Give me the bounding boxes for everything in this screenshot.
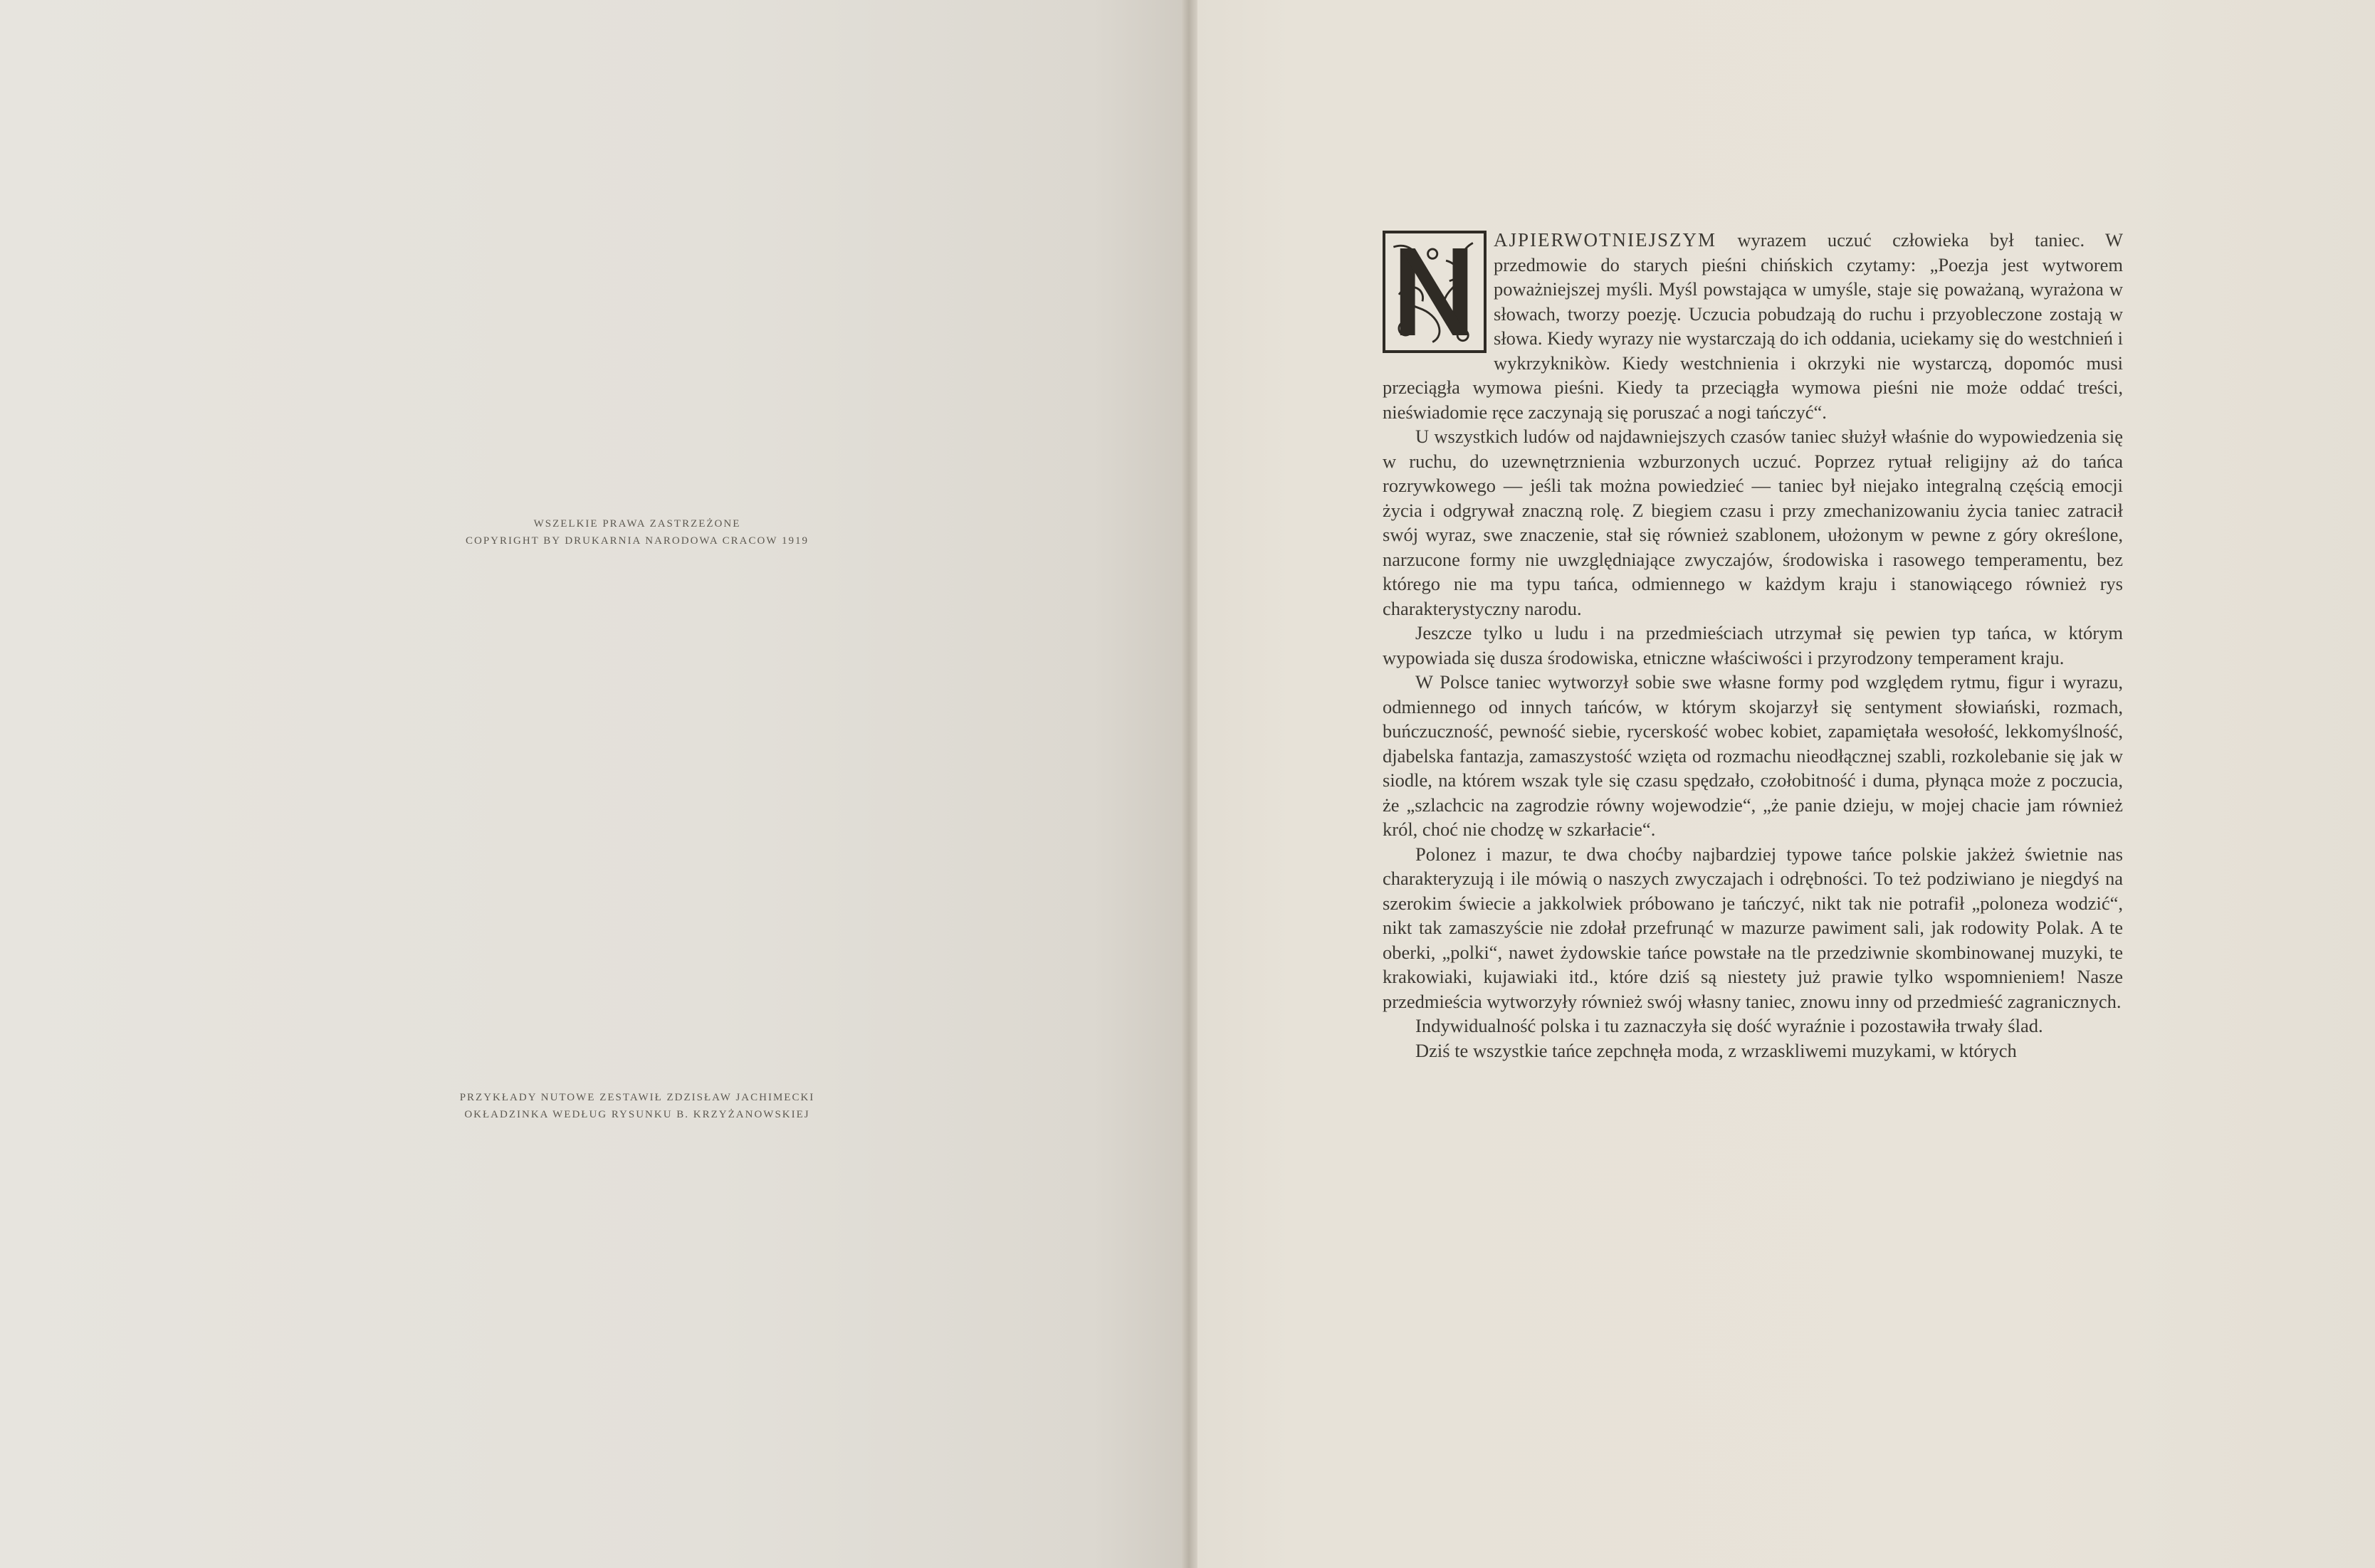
paragraph-5: Polonez i mazur, te dwa choćby najbardziej typowe tańce polskie jakżeż świetnie nas charakteryzują i ile mówią o naszych zwyczajach i odrębności. To też podziwiano je niegdyś na szerokim świecie a jakkolwiek próbowano je tańczyć, nikt tak nie potrafił „poloneza wodzić“, nikt tak zamaszyście nie zdołał przefrunąć w mazurze pawiment sali, jak rodowity Polak. A te oberki, „polki“, nawet żydowskie tańce powstałe na tle przedziwnie skombinowanej muzyki, te krakowiaki, kujawiaki itd., które dziś są niestety już prawie tylko wspomnieniem! Nasze przedmieścia wytworzyły również swój własny taniec, znowu inny od przedmieść zagranicznych. <box>1383 843 2123 1012</box>
music-examples-credit: PRZYKŁADY NUTOWE ZESTAWIŁ ZDZISŁAW JACHIMECKI <box>459 1092 815 1103</box>
paragraph-2: U wszystkich ludów od najdawniejszych czasów taniec służył właśnie do wypowiedzenia się w ruchu, do uzewnętrznienia wzburzonych uczuć. Poprzez rytuał religijny aż do tańca rozrywkowego — jeśli tak można powiedzieć — taniec był niejako integralną częścią emocji życia i odgrywał znaczną rolę. Z biegiem czasu i przy zmechanizowaniu życia taniec zatracił swój wyraz, swe znaczenie, stał się również szablonem, ułożonym w pewne z góry określone, narzucone formy nie uwzględniające zwyczajów, środowiska i rasowego temperamentu, bez którego nie ma typu tańca, odmiennego w każdym kraju i stanowiącego również rys charakterystyczny narodu. <box>1383 426 2123 619</box>
rights-reserved-line: WSZELKIE PRAWA ZASTRZEŻONE <box>533 518 741 530</box>
paragraph-3: Jeszcze tylko u ludu i na przedmieściach utrzymał się pewien typ tańca, w którym wypowiada się dusza środowiska, etniczne właściwości i przyrodzony temperament kraju. <box>1383 622 2123 668</box>
copyright-line: COPYRIGHT BY DRUKARNIA NARODOWA CRACOW 1919 <box>465 535 809 547</box>
body-text <box>1383 228 2123 1063</box>
book-gutter <box>1182 0 1197 1568</box>
paragraph-6: Indywidualność polska i tu zaznaczyła się dość wyraźnie i pozostawiła trwały ślad. <box>1415 1015 2043 1036</box>
paragraph-4: W Polsce taniec wytworzył sobie swe własne formy pod względem rytmu, figur i wyrazu, odmiennego od innych tańców, w którym skojarzył się sentyment słowiański, rozmach, buńczuczność, pewność siebie, rycerskość wobec kobiet, zapamiętała wesołość, lekkomyślność, djabelska fantazja, zamaszystość wzięta od rozmachu nieodłącznej szabli, rozkolebanie się jak w siodle, na którem wszak tyle się czasu spędzało, czołobitność i duma, płynąca może z poczucia, że „szlachcic na zagrodzie równy wojewodzie“, „że panie dzieju, w mojej chacie jam również król, choć nie chodzę w szkarłacie“. <box>1383 671 2123 840</box>
decorated-initial-n <box>1383 231 1487 353</box>
opening-text: wyrazem uczuć człowieka był taniec. W przedmowie do starych pieśni chińskich czytamy: „Poezja jest wytworem poważniejszej myśli. Myśl powstająca w umyśle, staje się poważaną, wyrażona w słowach, tworzy poezję. Uczucia pobudzają do ruchu i przyobleczone zostają w słowa. Kiedy wyrazy nie wystarczają do ich oddania, uciekamy się do westchnień i wykrzyknikòw. Kiedy westchnienia i okrzyki nie wystarczą, dopomóc musi przeciągła wymowa pieśni. Kiedy ta przeciągła wymowa pieśni nie może oddać treści, nieświadomie ręce zaczynają się poruszać a nogi tańczyć“. <box>1383 229 2123 423</box>
copyright-imprint <box>388 515 886 549</box>
cover-credit: OKŁADZINKA WEDŁUG RYSUNKU B. KRZYŻANOWSKIEJ <box>464 1109 810 1120</box>
opening-caps: AJPIERWOTNIEJSZYM <box>1494 229 1717 251</box>
credits-imprint <box>388 1089 886 1123</box>
ornament-icon <box>1385 233 1484 350</box>
paragraph-7: Dziś te wszystkie tańce zepchnęła moda, z wrzaskliwemi muzykami, w których <box>1415 1039 2017 1061</box>
opening-paragraph <box>1383 228 2123 424</box>
